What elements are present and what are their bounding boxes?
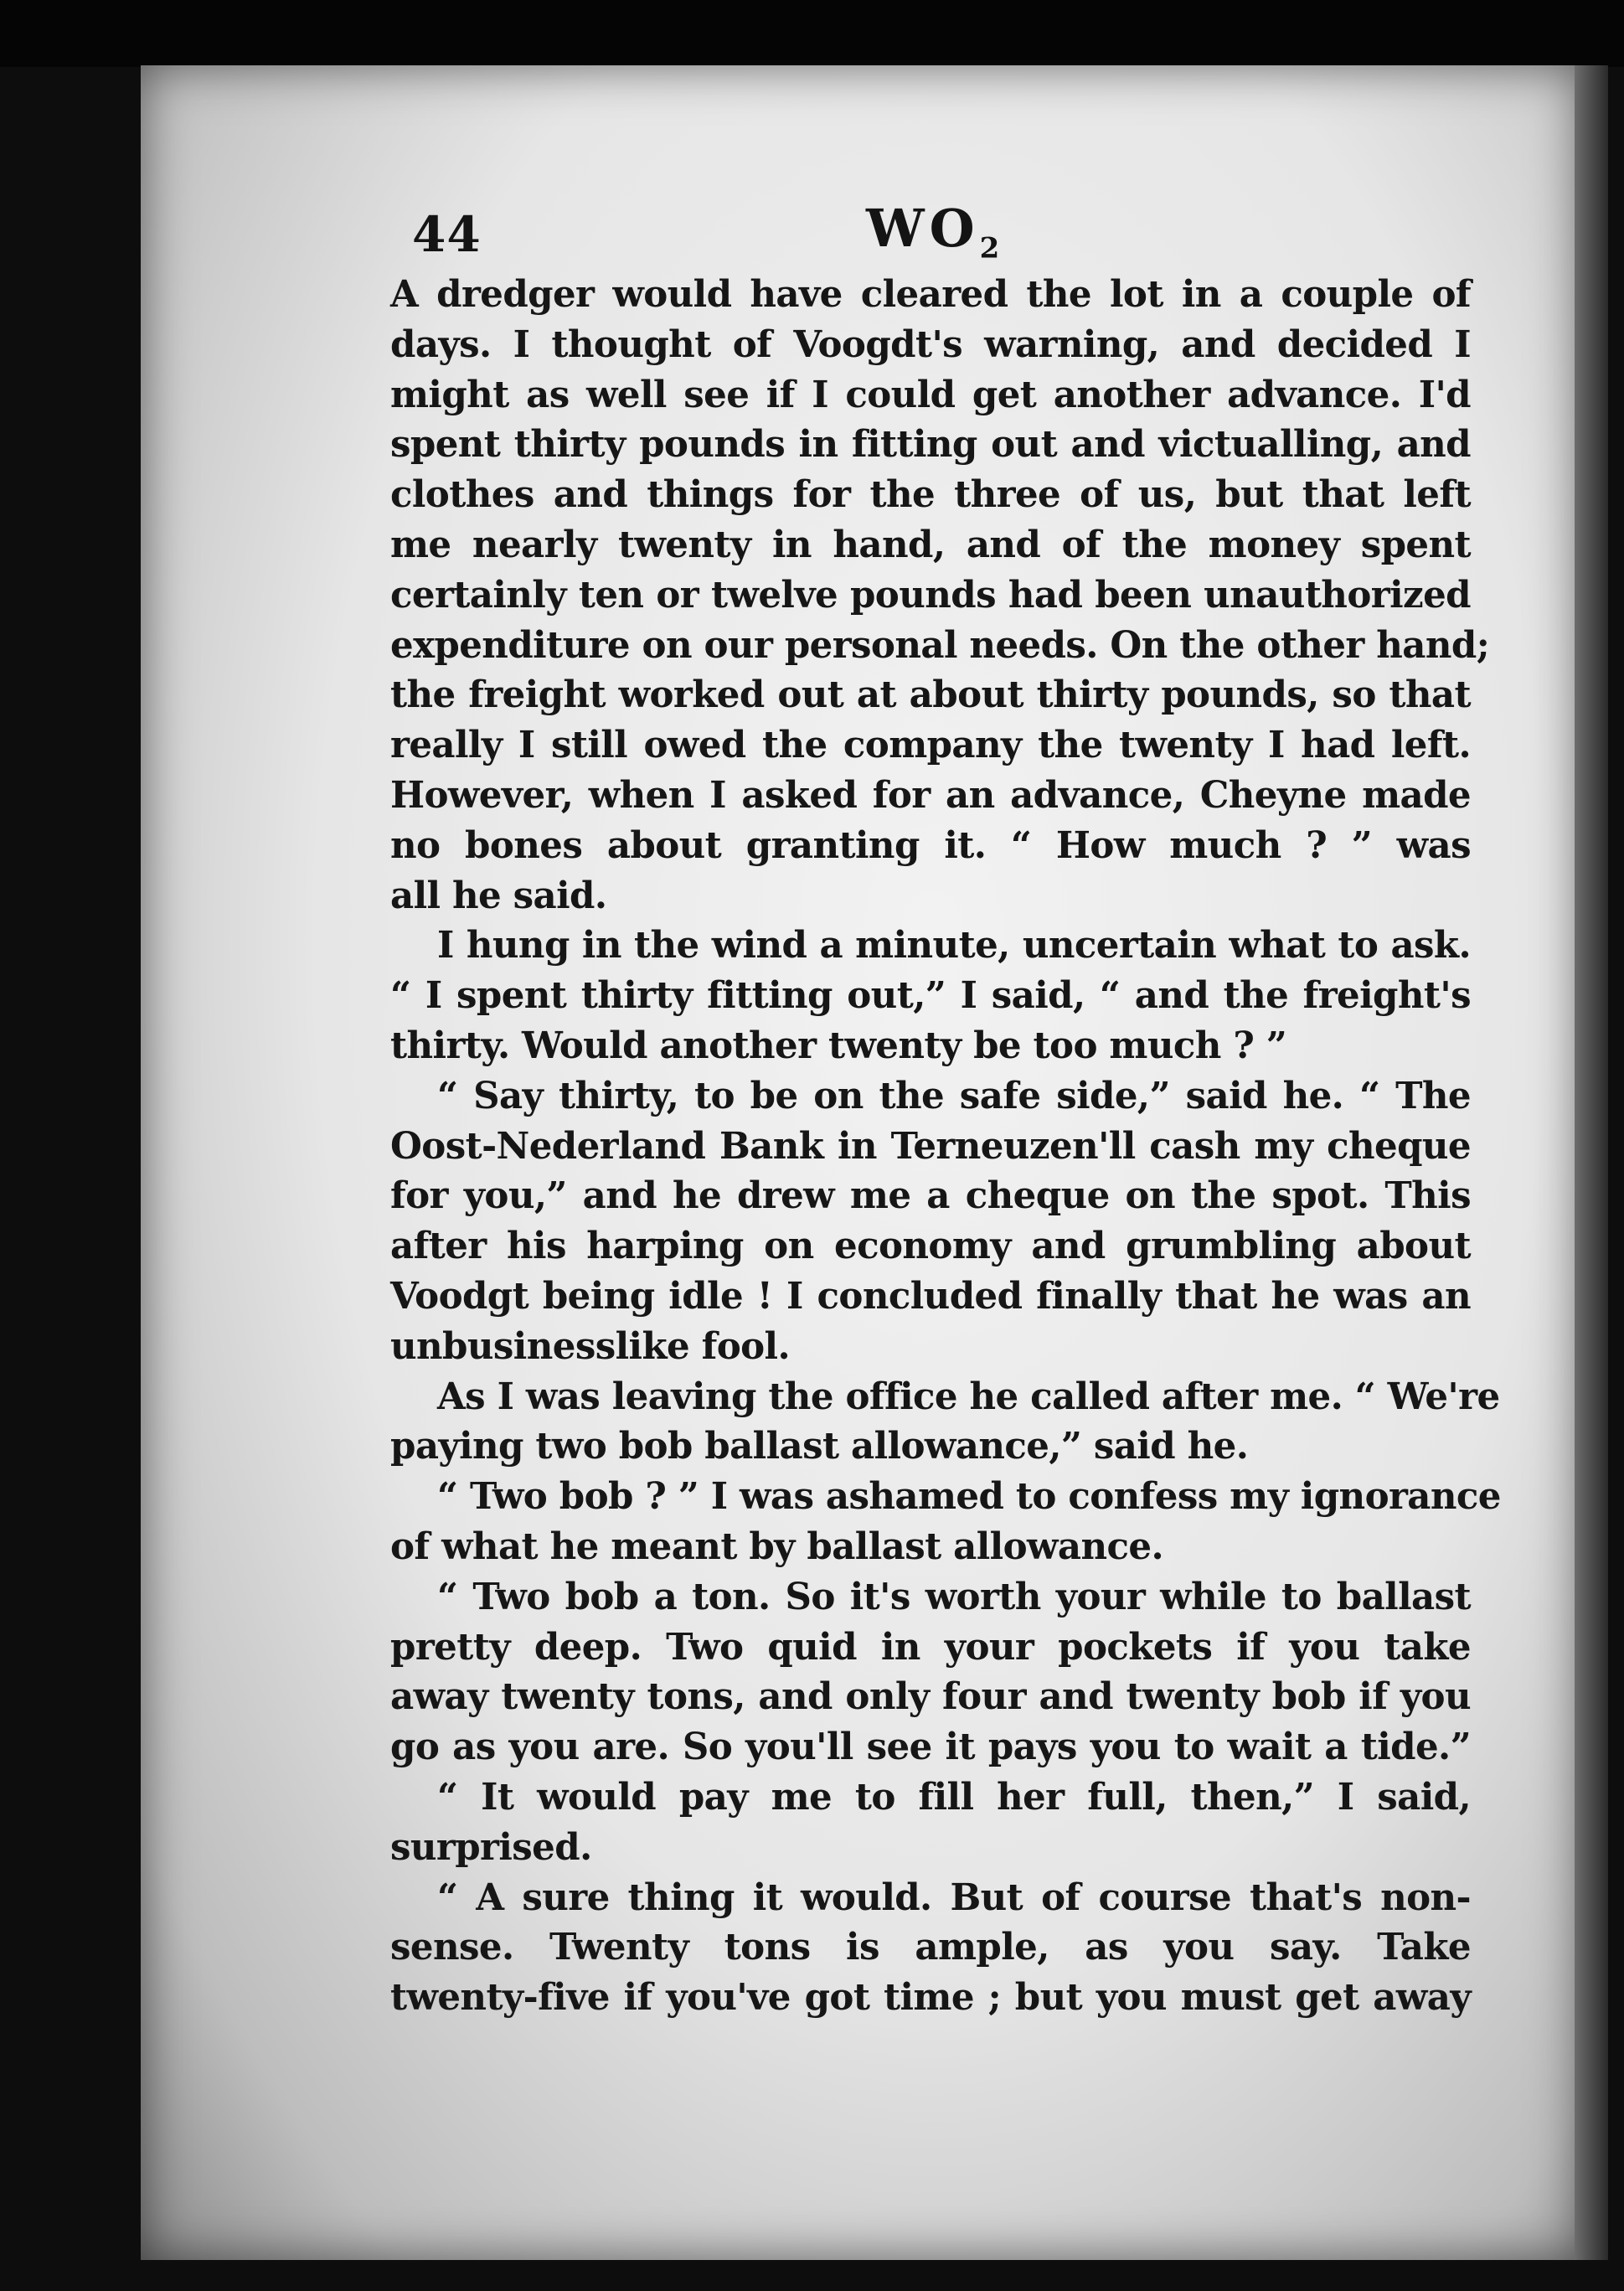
text-line: certainly ten or twelve pounds had been unauthorized — [390, 573, 1471, 617]
text-line: might as well see if I could get another advance. I'd — [390, 373, 1471, 416]
text-line: expenditure on our personal needs. On the other hand; — [390, 623, 1490, 667]
text-line: thirty. Would another twenty be too much ? ” — [390, 1024, 1287, 1067]
text-line: As I was leaving the office he called after me. “ We're — [437, 1375, 1500, 1418]
running-title — [866, 198, 999, 265]
text-line: A dredger would have cleared the lot in a couple of — [390, 273, 1471, 316]
text-line: “ I spent thirty fitting out,” I said, “ and the freight's — [390, 974, 1471, 1018]
text-line: spent thirty pounds in fitting out and victualling, and — [390, 423, 1471, 467]
text-line: clothes and things for the three of us, but that left — [390, 473, 1471, 517]
text-line: twenty-five if you've got time ; but you must get away — [390, 1976, 1471, 2020]
text-line: no bones about granting it. “ How much ? ” was — [390, 823, 1471, 867]
text-line: However, when I asked for an advance, Cheyne made — [390, 773, 1471, 817]
text-line: “ Two bob ? ” I was ashamed to confess my ignorance — [437, 1475, 1501, 1519]
running-title-subscript: 2 — [979, 231, 1000, 266]
text-line: for you,” and he drew me a cheque on the spot. This — [390, 1174, 1471, 1218]
running-head — [412, 191, 1467, 266]
text-line: days. I thought of Voogdt's warning, and decided I — [390, 322, 1471, 366]
text-line: “ It would pay me to fill her full, then,” I said, — [437, 1775, 1471, 1819]
text-line: I hung in the wind a minute, uncertain what to ask. — [437, 924, 1471, 967]
text-line: go as you are. So you'll see it pays you to wait a tide.” — [390, 1726, 1471, 1769]
text-line: paying two bob ballast allowance,” said he. — [390, 1425, 1249, 1468]
text-line: pretty deep. Two quid in your pockets if you take — [390, 1625, 1471, 1669]
text-line: surprised. — [390, 1825, 592, 1869]
text-line: away twenty tons, and only four and twenty bob if you — [390, 1675, 1471, 1719]
body-text — [390, 270, 1501, 2023]
text-line: me nearly twenty in hand, and of the money spent — [390, 523, 1471, 566]
text-line: Voodgt being idle ! I concluded finally that he was an — [390, 1274, 1471, 1318]
text-line: “ Two bob a ton. So it's worth your while to ballast — [437, 1575, 1471, 1618]
text-line: “ Say thirty, to be on the safe side,” said he. “ The — [437, 1074, 1471, 1117]
running-title-main: WO — [866, 198, 980, 259]
text-line: after his harping on economy and grumbling about — [390, 1225, 1471, 1268]
page-edge-shadow — [1575, 65, 1608, 2260]
text-line: really I still owed the company the twenty I had left. — [390, 724, 1471, 767]
text-line: the freight worked out at about thirty pounds, so that — [390, 673, 1471, 717]
text-line: sense. Twenty tons is ample, as you say. Take — [390, 1926, 1471, 1969]
text-line: unbusinesslike fool. — [390, 1324, 791, 1368]
text-line: Oost-Nederland Bank in Terneuzen'll cash my cheque — [390, 1124, 1471, 1168]
page-number: 44 — [412, 206, 482, 263]
text-line: all he said. — [390, 874, 607, 917]
scan-top-margin — [0, 0, 1624, 67]
text-line: of what he meant by ballast allowance. — [390, 1525, 1163, 1568]
text-line: “ A sure thing it would. But of course that's non- — [437, 1876, 1471, 1919]
